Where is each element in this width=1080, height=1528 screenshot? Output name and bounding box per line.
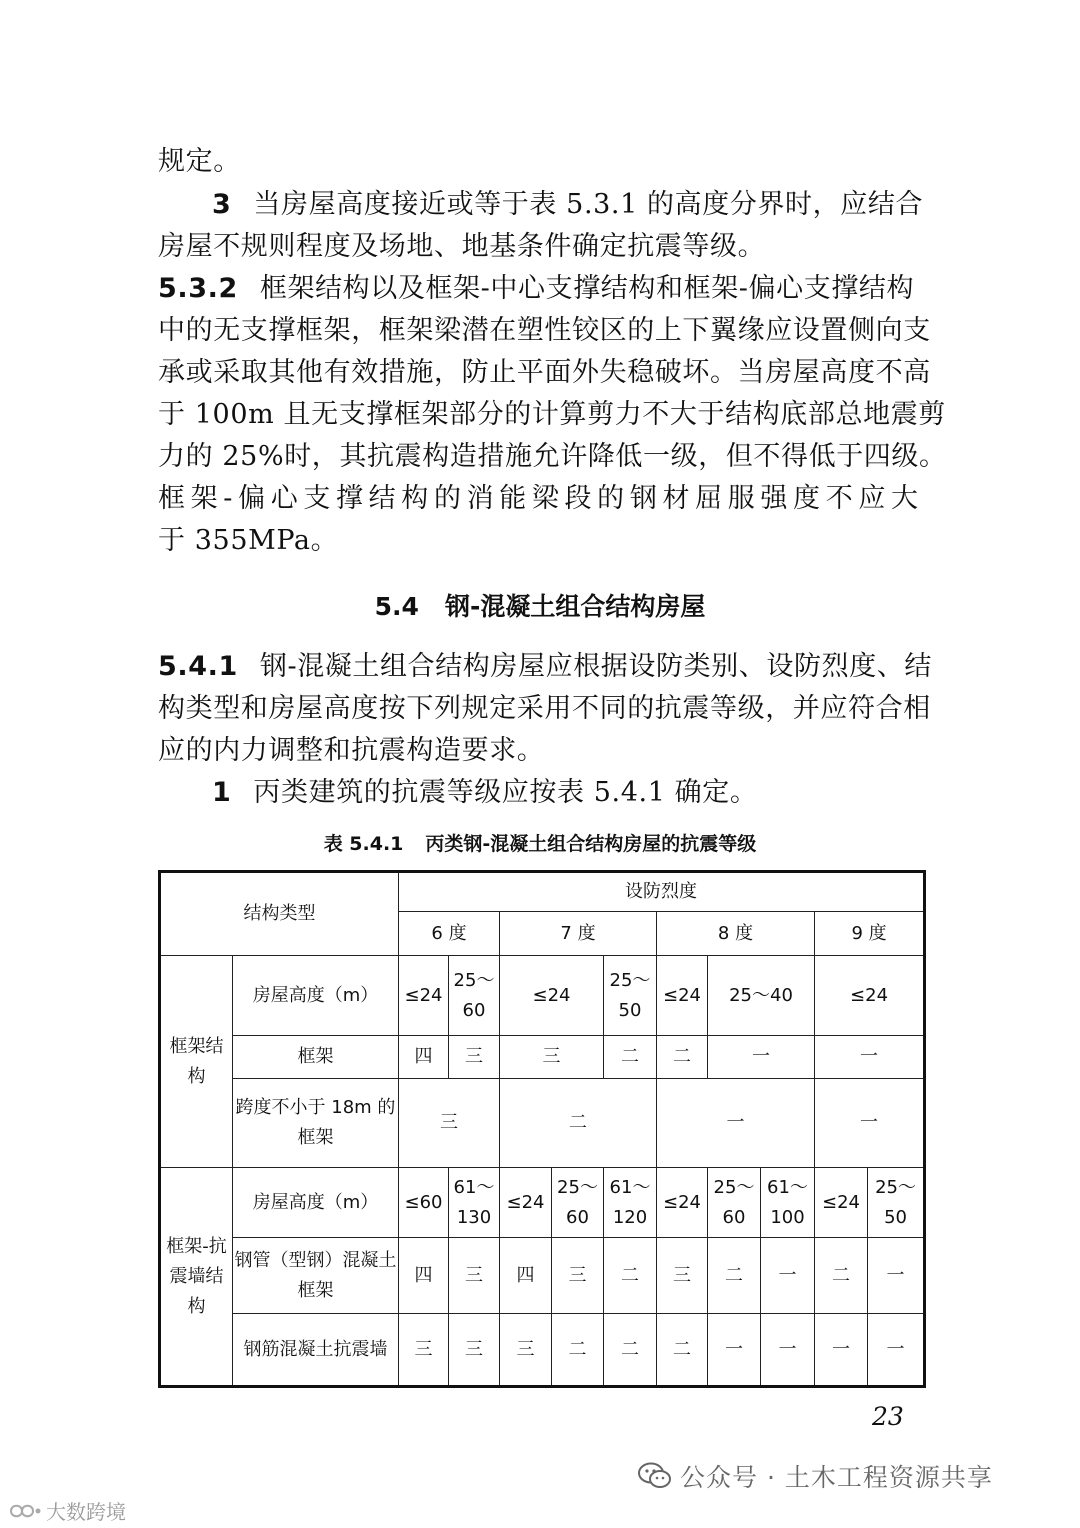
table-cell: ≤60 — [399, 1168, 449, 1238]
table-header-row — [160, 872, 925, 912]
clause-5-3-2 — [158, 269, 922, 309]
table-cell: 三 — [552, 1238, 604, 1314]
table-cell: 三 — [449, 1036, 500, 1079]
text-line: 于 100m 且无支撑框架部分的计算剪力不大于结构底部总地震剪 — [158, 399, 946, 430]
table-row — [160, 1036, 925, 1079]
clause-number: 5.3.2 — [158, 273, 238, 304]
table-cell: 三 — [449, 1238, 500, 1314]
table-cell: 一 — [708, 1314, 761, 1387]
table-cell: 一 — [708, 1036, 815, 1079]
header-structure-type: 结构类型 — [160, 872, 399, 956]
clause-text: 丙类建筑的抗震等级应按表 5.4.1 确定。 — [253, 777, 758, 808]
table-cell: 61～100 — [761, 1168, 815, 1238]
clause-text: 钢-混凝土组合结构房屋应根据设防类别、设防烈度、结 — [259, 651, 932, 682]
clause-number: 5.4.1 — [158, 651, 238, 682]
text-line: 房屋不规则程度及场地、地基条件确定抗震等级。 — [158, 231, 766, 262]
table-cell: ≤24 — [500, 1168, 552, 1238]
table-cell: 一 — [657, 1079, 815, 1168]
header-8-degree: 8 度 — [657, 912, 815, 956]
table-cell: 二 — [604, 1238, 657, 1314]
table-cell: 四 — [399, 1036, 449, 1079]
table-cell: 25～40 — [708, 956, 815, 1036]
table-cell: 三 — [449, 1314, 500, 1387]
brand-text: 大数跨境 — [46, 1500, 126, 1524]
table-cell: 25～50 — [604, 956, 657, 1036]
table-row — [160, 1314, 925, 1387]
table-cell: ≤24 — [657, 1168, 708, 1238]
table-cell: 一 — [868, 1238, 925, 1314]
table-cell: 一 — [868, 1314, 925, 1387]
table-cell: 二 — [604, 1036, 657, 1079]
table-cell: 三 — [500, 1036, 604, 1079]
table-cell: ≤24 — [815, 956, 925, 1036]
clause-item-1 — [158, 773, 976, 813]
header-6-degree: 6 度 — [399, 912, 500, 956]
clause-number: 3 — [212, 189, 232, 220]
text-line: 力的 25%时，其抗震构造措施允许降低一级，但不得低于四级。 — [158, 441, 947, 472]
watermark-official-account — [638, 1458, 993, 1496]
clause-item-3 — [158, 185, 976, 225]
table-cell: 二 — [604, 1314, 657, 1387]
section-heading — [0, 587, 1080, 627]
section-number: 5.4 — [374, 592, 419, 621]
row-label: 房屋高度（m） — [233, 1168, 399, 1238]
table-row — [160, 956, 925, 1036]
table-cell: 二 — [708, 1238, 761, 1314]
page-number: 23 — [872, 1402, 904, 1431]
table-cell: ≤24 — [815, 1168, 868, 1238]
table-cell: 61～130 — [449, 1168, 500, 1238]
text-line: 于 355MPa。 — [158, 525, 339, 556]
table-cell: 三 — [399, 1079, 500, 1168]
row-label: 房屋高度（m） — [233, 956, 399, 1036]
table-cell: 一 — [761, 1238, 815, 1314]
table-cell: ≤24 — [399, 956, 449, 1036]
table-cell: 三 — [399, 1314, 449, 1387]
table-cell: 一 — [761, 1314, 815, 1387]
table-cell: 一 — [815, 1036, 925, 1079]
wechat-icon — [638, 1462, 672, 1496]
table-row — [160, 1238, 925, 1314]
table-cell: 四 — [399, 1238, 449, 1314]
table-cell: 25～60 — [552, 1168, 604, 1238]
row-label: 框架 — [233, 1036, 399, 1079]
seismic-grade-table — [158, 870, 926, 1388]
watermark-text: 公众号 · 土木工程资源共享 — [680, 1463, 993, 1492]
table-cell: 二 — [815, 1238, 868, 1314]
clause-text: 框架结构以及框架-中心支撑结构和框架-偏心支撑结构 — [259, 273, 915, 304]
text-line: 应的内力调整和抗震构造要求。 — [158, 735, 545, 766]
table-cell: 二 — [552, 1314, 604, 1387]
table-cell: ≤24 — [500, 956, 604, 1036]
table-cell: 二 — [500, 1079, 657, 1168]
table-cell: 25～60 — [708, 1168, 761, 1238]
watermark-brand — [8, 1496, 126, 1527]
header-9-degree: 9 度 — [815, 912, 925, 956]
row-label: 钢管（型钢）混凝土框架 — [233, 1238, 399, 1314]
header-intensity: 设防烈度 — [399, 872, 925, 912]
clause-text: 当房屋高度接近或等于表 5.3.1 的高度分界时，应结合 — [253, 189, 924, 220]
group-frame-wall-structure: 框架-抗震墙结构 — [160, 1168, 233, 1387]
table-cell: 一 — [815, 1079, 925, 1168]
table-cell: 25～50 — [868, 1168, 925, 1238]
table-row — [160, 1079, 925, 1168]
text-line: 承或采取其他有效措施，防止平面外失稳破坏。当房屋高度不高 — [158, 357, 931, 388]
table-cell: ≤24 — [657, 956, 708, 1036]
table-cell: 一 — [815, 1314, 868, 1387]
clause-number: 1 — [212, 777, 232, 808]
text-line: 框架-偏心支撑结构的消能梁段的钢材屈服强度不应大 — [158, 483, 922, 514]
clause-5-4-1 — [158, 647, 932, 687]
table-number: 表 5.4.1 — [323, 833, 404, 855]
group-frame-structure: 框架结构 — [160, 956, 233, 1168]
table-title: 丙类钢-混凝土组合结构房屋的抗震等级 — [425, 833, 757, 855]
table-cell: 25～60 — [449, 956, 500, 1036]
text-line: 构类型和房屋高度按下列规定采用不同的抗震等级，并应符合相 — [158, 693, 931, 724]
text-line: 中的无支撑框架，框架梁潜在塑性铰区的上下翼缘应设置侧向支 — [158, 315, 931, 346]
brand-logo-icon — [8, 1500, 42, 1527]
table-cell: 61～120 — [604, 1168, 657, 1238]
table-cell: 二 — [657, 1036, 708, 1079]
row-label: 跨度不小于 18m 的框架 — [233, 1079, 399, 1168]
section-title: 钢-混凝土组合结构房屋 — [444, 592, 706, 621]
text-line: 规定。 — [158, 146, 241, 177]
table-caption — [0, 827, 1080, 861]
row-label: 钢筋混凝土抗震墙 — [233, 1314, 399, 1387]
table-row — [160, 1168, 925, 1238]
table-cell: 二 — [657, 1314, 708, 1387]
table-cell: 三 — [657, 1238, 708, 1314]
header-7-degree: 7 度 — [500, 912, 657, 956]
table-cell: 三 — [500, 1314, 552, 1387]
table-cell: 四 — [500, 1238, 552, 1314]
